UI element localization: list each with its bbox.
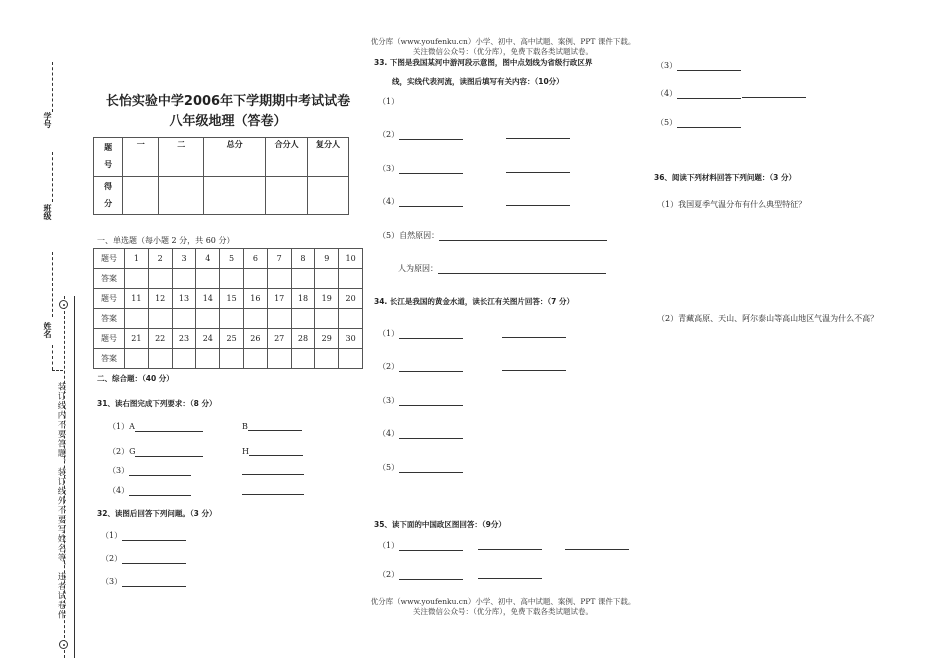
watermark-line1: 优分库（www.youfenku.cn）小学、初中、高中试题、案例、PPT 课件下载。 (370, 37, 636, 46)
binding-dash (52, 252, 53, 317)
grid-label-a: 答案 (94, 349, 125, 369)
grid-label-a: 答案 (94, 269, 125, 289)
answer-grid (93, 248, 363, 369)
q32-title: 32、读图后回答下列问题。（3 分） (97, 509, 217, 518)
answer-cell[interactable] (315, 349, 339, 369)
answer-cell[interactable] (148, 309, 172, 329)
answer-blank[interactable] (478, 569, 542, 579)
q33-title-line2: 线，实线代表河流，读图后填写有关内容：（10分） (392, 77, 564, 86)
grid-qnum: 2 (148, 249, 172, 269)
grid-qnum: 17 (267, 289, 291, 309)
q36-item2: （2）青藏高原、天山、阿尔泰山等高山地区气温为什么不高？ (657, 314, 879, 323)
q35-title: 35、读下面的中国政区图回答：（9分） (374, 520, 506, 529)
binding-line (74, 296, 75, 658)
watermark-footer (338, 597, 668, 617)
answer-cell[interactable] (339, 309, 363, 329)
label-banji: 班级 (43, 204, 52, 220)
answer-cell[interactable] (220, 349, 244, 369)
q33-item4: （4） (378, 196, 463, 207)
school-title: 长怡实验中学2006年下学期期中考试试卷 (105, 94, 351, 109)
q36-item1: （1）我国夏季气温分布有什么典型特征？ (657, 200, 807, 209)
score-cell[interactable] (204, 177, 266, 215)
answer-blank[interactable] (439, 231, 607, 241)
q35-item3: （3） (656, 60, 741, 71)
answer-blank[interactable] (129, 486, 191, 496)
grid-qnum: 19 (315, 289, 339, 309)
answer-cell[interactable] (148, 349, 172, 369)
answer-cell[interactable] (267, 309, 291, 329)
answer-cell[interactable] (148, 269, 172, 289)
answer-cell[interactable] (172, 269, 196, 289)
q33-item5: （5）自然原因： (378, 230, 607, 241)
answer-cell[interactable] (220, 309, 244, 329)
grid-qnum: 26 (243, 329, 267, 349)
answer-blank[interactable] (502, 361, 566, 371)
q31-item1: （1）A (108, 421, 203, 432)
answer-blank[interactable] (135, 447, 203, 457)
answer-blank[interactable] (399, 130, 463, 140)
score-row-fen: 分 (104, 199, 113, 208)
answer-blank[interactable] (399, 362, 463, 372)
grid-label-q: 题号 (94, 289, 125, 309)
q36-title: 36、阅读下列材料回答下列问题：（3 分） (654, 173, 797, 182)
answer-cell[interactable] (172, 309, 196, 329)
answer-cell[interactable] (339, 349, 363, 369)
answer-cell[interactable] (125, 269, 149, 289)
answer-blank[interactable] (677, 61, 741, 71)
q31-item2: （2）G (108, 446, 203, 457)
grid-qnum: 9 (315, 249, 339, 269)
answer-cell[interactable] (267, 269, 291, 289)
answer-blank[interactable] (742, 88, 806, 98)
answer-blank[interactable] (399, 463, 463, 473)
answer-cell[interactable] (291, 349, 315, 369)
grid-qnum: 5 (220, 249, 244, 269)
answer-cell[interactable] (315, 269, 339, 289)
answer-blank[interactable] (129, 466, 191, 476)
score-cell[interactable] (308, 177, 349, 215)
score-header-hao: 号 (104, 160, 113, 169)
grid-qnum: 13 (172, 289, 196, 309)
grid-qnum: 25 (220, 329, 244, 349)
score-row-de: 得 (104, 182, 113, 191)
score-header-2: 二 (159, 138, 204, 177)
section2-heading: 二、综合题：（40 分） (97, 374, 174, 383)
grid-qnum: 28 (291, 329, 315, 349)
answer-blank[interactable] (399, 541, 463, 551)
grid-qnum: 7 (267, 249, 291, 269)
answer-blank[interactable] (242, 465, 304, 475)
answer-blank[interactable] (242, 485, 304, 495)
answer-blank[interactable] (399, 570, 463, 580)
q34-item5: （5） (378, 462, 463, 473)
q31-title: 31、读右图完成下列要求：（8 分） (97, 399, 217, 408)
q34-item1: （1） (378, 328, 463, 339)
grid-qnum: 20 (339, 289, 363, 309)
answer-blank[interactable] (399, 197, 463, 207)
q32-item2: （2） (101, 553, 186, 564)
grid-qnum: 21 (125, 329, 149, 349)
answer-cell[interactable] (291, 309, 315, 329)
q33-item2: （2） (378, 129, 463, 140)
answer-blank[interactable] (478, 540, 542, 550)
answer-blank[interactable] (502, 328, 566, 338)
q33-item3: （3） (378, 163, 463, 174)
answer-blank[interactable] (506, 196, 570, 206)
q33-item5b: 人为原因： (398, 263, 606, 274)
answer-cell[interactable] (243, 269, 267, 289)
q35-item5: （5） (656, 117, 741, 128)
grid-qnum: 23 (172, 329, 196, 349)
watermark-line2: 关注微信公众号：（优分库），免费下载各类试题试卷。 (413, 47, 593, 56)
answer-blank[interactable] (122, 554, 186, 564)
q33-title-line1: 33. 下图是我国某河中游河段示意图，图中点划线为省级行政区界 (374, 58, 593, 67)
score-header-1: 一 (123, 138, 159, 177)
grid-label-a: 答案 (94, 309, 125, 329)
answer-cell[interactable] (125, 349, 149, 369)
label-xuehao: 学号 (43, 112, 52, 128)
q31-item2b: H (242, 446, 303, 456)
grid-qnum: 11 (125, 289, 149, 309)
answer-cell[interactable] (339, 269, 363, 289)
answer-cell[interactable] (196, 349, 220, 369)
answer-blank[interactable] (249, 446, 303, 456)
answer-cell[interactable] (125, 309, 149, 329)
q31-item3: （3） (108, 465, 191, 476)
grid-qnum: 14 (196, 289, 220, 309)
answer-blank[interactable] (506, 129, 570, 139)
score-cell[interactable] (266, 177, 308, 215)
answer-cell[interactable] (172, 349, 196, 369)
score-header-total: 总分 (204, 138, 266, 177)
grid-qnum: 27 (267, 329, 291, 349)
watermark-header (338, 37, 668, 57)
answer-blank[interactable] (677, 89, 741, 99)
q31-item1b: B (242, 421, 302, 431)
grid-qnum: 15 (220, 289, 244, 309)
grid-qnum: 12 (148, 289, 172, 309)
score-cell[interactable] (123, 177, 159, 215)
answer-blank[interactable] (248, 421, 302, 431)
answer-blank[interactable] (677, 118, 741, 128)
answer-blank[interactable] (438, 264, 606, 274)
answer-blank[interactable] (399, 429, 463, 439)
answer-cell[interactable] (243, 349, 267, 369)
grid-qnum: 3 (172, 249, 196, 269)
q32-item1: （1） (101, 530, 186, 541)
grid-qnum: 1 (125, 249, 149, 269)
q34-item4: （4） (378, 428, 463, 439)
q31-item4: （4） (108, 485, 191, 496)
score-table (93, 137, 349, 215)
grid-qnum: 8 (291, 249, 315, 269)
grid-qnum: 18 (291, 289, 315, 309)
answer-blank[interactable] (565, 540, 629, 550)
label-xingming: 姓名 (43, 322, 52, 338)
answer-cell[interactable] (315, 309, 339, 329)
score-header-ti: 题 (104, 143, 113, 152)
grid-label-q: 题号 (94, 329, 125, 349)
answer-blank[interactable] (506, 163, 570, 173)
exam-subtitle: 八年级地理（答卷） (169, 114, 287, 129)
answer-cell[interactable] (220, 269, 244, 289)
section1-heading: 一、单选题（每小题 2 分，共 60 分） (97, 236, 235, 245)
grid-label-q: 题号 (94, 249, 125, 269)
binding-notice: 装订线内不要答题、装订线外不要写姓名等，违者试卷作 (56, 382, 66, 620)
answer-cell[interactable] (291, 269, 315, 289)
answer-blank[interactable] (399, 396, 463, 406)
answer-blank[interactable] (122, 531, 186, 541)
binding-dash (52, 152, 53, 202)
answer-blank[interactable] (122, 577, 186, 587)
score-header-merger: 合分人 (266, 138, 308, 177)
grid-qnum: 4 (196, 249, 220, 269)
score-header-reviewer: 复分人 (308, 138, 349, 177)
grid-qnum: 30 (339, 329, 363, 349)
answer-blank[interactable] (399, 329, 463, 339)
watermark-line1: 优分库（www.youfenku.cn）小学、初中、高中试题、案例、PPT 课件下载。 (370, 597, 636, 606)
q34-item3: （3） (378, 395, 463, 406)
score-cell[interactable] (159, 177, 204, 215)
q32-item3: （3） (101, 576, 186, 587)
binding-dash (52, 345, 53, 370)
answer-cell[interactable] (243, 309, 267, 329)
grid-qnum: 16 (243, 289, 267, 309)
q35-item2: （2） (378, 569, 463, 580)
q35-item4: （4） (656, 88, 741, 99)
q34-title: 34. 长江是我国的黄金水道，读长江有关图片回答：（7 分） (374, 297, 574, 306)
binding-hole-icon (59, 300, 68, 309)
grid-qnum: 29 (315, 329, 339, 349)
watermark-line2: 关注微信公众号：（优分库），免费下载各类试题试卷。 (413, 607, 593, 616)
binding-dash (52, 62, 53, 112)
grid-qnum: 24 (196, 329, 220, 349)
answer-blank[interactable] (135, 422, 203, 432)
answer-cell[interactable] (196, 309, 220, 329)
q35-item1: （1） (378, 540, 463, 551)
answer-cell[interactable] (196, 269, 220, 289)
answer-blank[interactable] (399, 164, 463, 174)
grid-qnum: 6 (243, 249, 267, 269)
answer-cell[interactable] (267, 349, 291, 369)
q34-item2: （2） (378, 361, 463, 372)
grid-qnum: 10 (339, 249, 363, 269)
q33-item1: （1） (378, 97, 400, 106)
grid-qnum: 22 (148, 329, 172, 349)
binding-dash (52, 370, 63, 371)
